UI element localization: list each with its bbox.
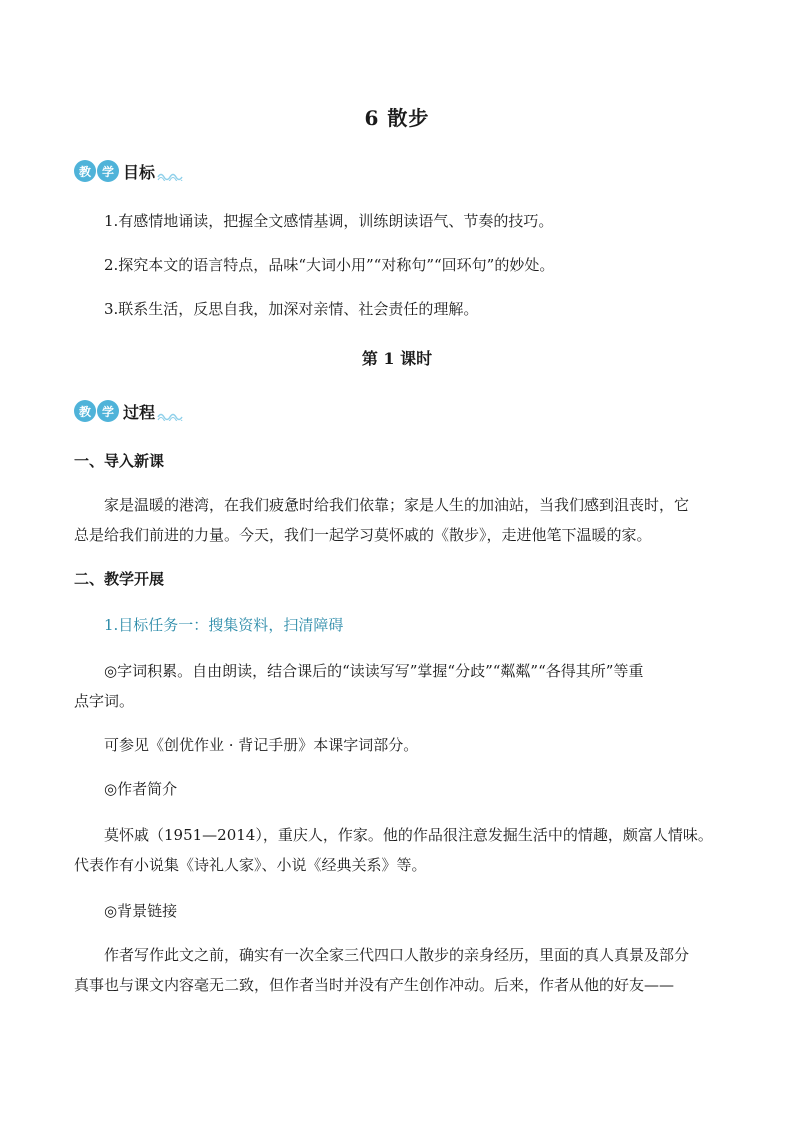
wave-decoration-icon	[157, 411, 183, 421]
objective-item: 2.探究本文的语言特点，品味“大词小用”“对称句”“回环句”的妙处。	[104, 256, 555, 274]
objective-item: 3.联系生活，反思自我，加深对亲情、社会责任的理解。	[104, 300, 479, 318]
paragraph-line: 总是给我们前进的力量。今天，我们一起学习莫怀戚的《散步》，走进他笔下温暖的家。	[74, 526, 652, 544]
badge-circle: 学	[97, 400, 119, 422]
page-title: 6 散步	[364, 106, 430, 130]
wave-decoration-icon	[157, 171, 183, 181]
paragraph-line: 点字词。	[74, 692, 135, 710]
paragraph-line: 可参见《创优作业 · 背记手册》本课字词部分。	[104, 736, 419, 754]
section-heading: 一、导入新课	[74, 452, 165, 470]
badge-circle: 教	[74, 400, 96, 422]
section-heading: 二、教学开展	[74, 570, 165, 588]
paragraph-line: 家是温暖的港湾，在我们疲惫时给我们依靠；家是人生的加油站，当我们感到沮丧时，它	[104, 496, 690, 514]
section-label: 过程	[123, 402, 156, 422]
subheading: ◎背景链接	[104, 902, 178, 920]
section-badge-objectives	[74, 158, 183, 184]
task-heading: 1.目标任务一：搜集资料，扫清障碍	[104, 616, 344, 634]
section-badge-process	[74, 398, 183, 424]
objective-item: 1.有感情地诵读，把握全文感情基调，训练朗读语气、节奏的技巧。	[104, 212, 554, 230]
section-label: 目标	[123, 162, 156, 182]
paragraph-line: 作者写作此文之前，确实有一次全家三代四口人散步的亲身经历，里面的真人真景及部分	[104, 946, 690, 964]
subheading: ◎作者简介	[104, 780, 178, 798]
badge-circle: 学	[97, 160, 119, 182]
badge-circle: 教	[74, 160, 96, 182]
paragraph-line: ◎字词积累。自由朗读，结合课后的“读读写写”掌握“分歧”“粼粼”“各得其所”等重	[104, 662, 644, 680]
paragraph-line: 代表作有小说集《诗礼人家》、小说《经典关系》等。	[74, 856, 427, 874]
lesson-title: 第 1 课时	[361, 349, 433, 368]
paragraph-line: 真事也与课文内容毫无二致，但作者当时并没有产生创作冲动。后来，作者从他的好友——	[74, 976, 675, 994]
paragraph-line: 莫怀戚（1951—2014），重庆人，作家。他的作品很注意发掘生活中的情趣，颇富人情味。	[104, 826, 713, 844]
